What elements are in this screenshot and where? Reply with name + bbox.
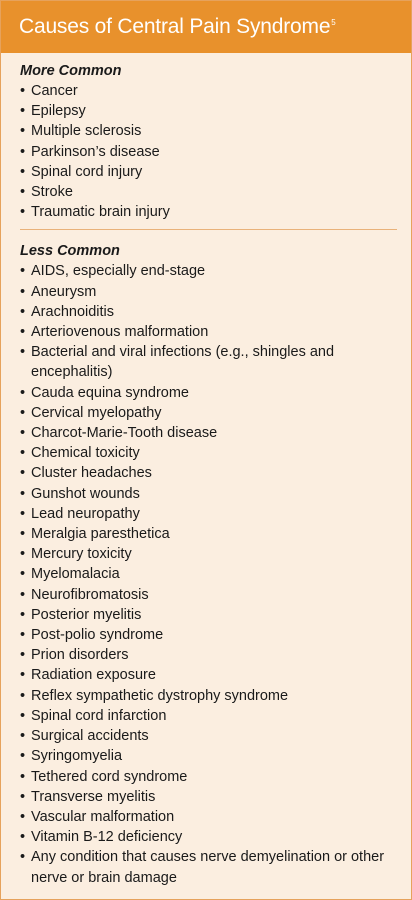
more-common-section	[1, 53, 411, 230]
list-item: • Posterior myelitis	[20, 605, 397, 625]
list-item: • Traumatic brain injury	[20, 202, 397, 222]
list-item: • Mercury toxicity	[20, 544, 397, 564]
list-item: • Tethered cord syndrome	[20, 767, 397, 787]
less-common-heading: Less Common	[20, 243, 120, 260]
list-item: • Neurofibromatosis	[20, 585, 397, 605]
list-item: • Cancer	[20, 81, 397, 101]
list-item: • Gunshot wounds	[20, 484, 397, 504]
section-divider	[20, 229, 397, 230]
list-item: • Multiple sclerosis	[20, 121, 397, 141]
list-item: • Cluster headaches	[20, 463, 397, 483]
list-item: • Syringomyelia	[20, 746, 397, 766]
list-item: • Chemical toxicity	[20, 443, 397, 463]
less-common-list	[20, 261, 397, 887]
less-common-section	[1, 241, 411, 887]
list-item: • Vascular malformation	[20, 807, 397, 827]
list-item: • Epilepsy	[20, 101, 397, 121]
panel-header	[1, 1, 411, 53]
list-item: • AIDS, especially end-stage	[20, 261, 397, 281]
list-item: • Spinal cord infarction	[20, 706, 397, 726]
list-item: • Surgical accidents	[20, 726, 397, 746]
list-item: • Myelomalacia	[20, 564, 397, 584]
list-item: • Charcot-Marie-Tooth disease	[20, 423, 397, 443]
list-item: • Lead neuropathy	[20, 504, 397, 524]
list-item: • Meralgia paresthetica	[20, 524, 397, 544]
list-item: • Cervical myelopathy	[20, 403, 397, 423]
citation-superscript: 5	[331, 18, 336, 27]
list-item: • Arachnoiditis	[20, 302, 397, 322]
list-item: • Post-polio syndrome	[20, 625, 397, 645]
more-common-list	[20, 81, 397, 222]
list-item: • Parkinson’s disease	[20, 142, 397, 162]
list-item: • Any condition that causes nerve demyelination or other nerve or brain damage	[20, 847, 397, 887]
list-item: • Radiation exposure	[20, 665, 397, 685]
more-common-heading: More Common	[20, 63, 122, 79]
panel-title-text: Causes of Central Pain Syndrome	[19, 15, 331, 38]
list-item: • Cauda equina syndrome	[20, 383, 397, 403]
list-item: • Stroke	[20, 182, 397, 202]
list-item: • Bacterial and viral infections (e.g., shingles and encephalitis)	[20, 342, 397, 382]
list-item: • Spinal cord injury	[20, 162, 397, 182]
panel-title	[19, 15, 336, 39]
list-item: • Arteriovenous malformation	[20, 322, 397, 342]
list-item: • Reflex sympathetic dystrophy syndrome	[20, 686, 397, 706]
list-item: • Aneurysm	[20, 282, 397, 302]
list-item: • Vitamin B-12 deficiency	[20, 827, 397, 847]
list-item: • Prion disorders	[20, 645, 397, 665]
list-item: • Transverse myelitis	[20, 787, 397, 807]
